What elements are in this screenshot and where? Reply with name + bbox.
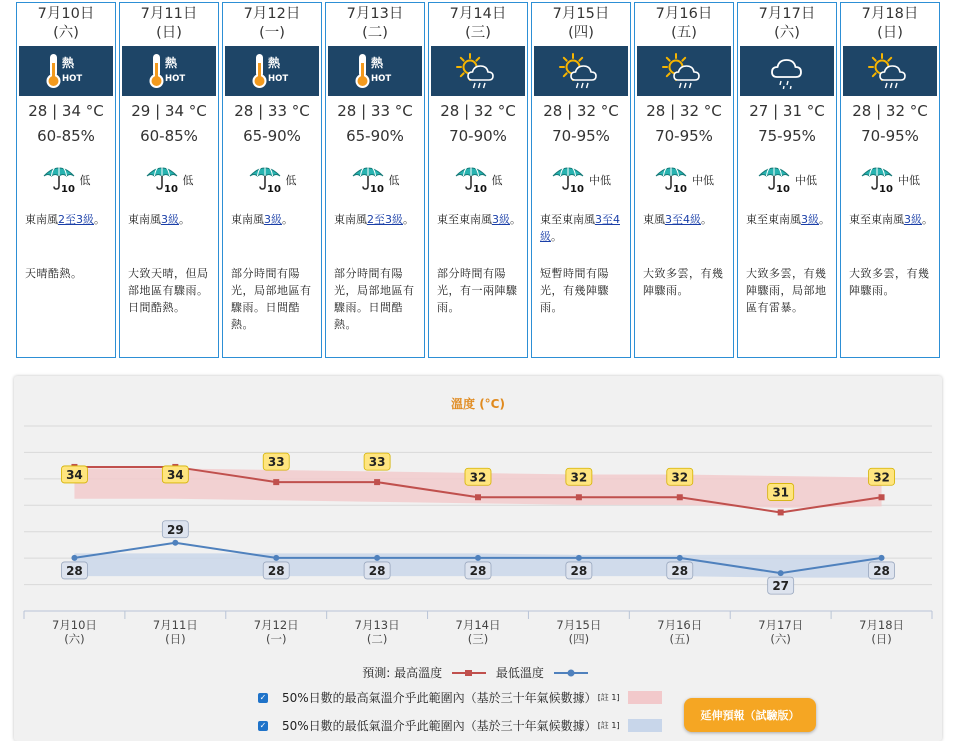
wind-force-link[interactable]: 3級 xyxy=(904,213,922,226)
legend-min-label: 最低溫度 xyxy=(495,666,544,680)
max-temp-label: 34 xyxy=(166,467,184,482)
rain-probability-label: 中低 xyxy=(589,174,611,187)
wind-text: 。 xyxy=(282,213,293,226)
forecast-description: 大致多雲，有幾陣驟雨，局部地區有雷暴。 xyxy=(746,267,827,314)
min-temp-label: 28 xyxy=(570,563,588,578)
forecast-date xyxy=(841,5,939,43)
band-max-text: 50%日數的最高氣溫介乎此範圍內（基於三十年氣候數據） xyxy=(282,691,597,705)
forecast-date xyxy=(223,5,321,43)
max-temp-label: 33 xyxy=(368,455,386,470)
wind-text: 。 xyxy=(701,213,712,226)
forecast-card xyxy=(737,2,837,358)
band-min-checkbox[interactable]: ✓ xyxy=(259,721,267,730)
max-temp-point xyxy=(677,494,683,500)
forecast-weekday: (日) xyxy=(877,25,903,41)
svg-text:10: 10 xyxy=(369,184,384,193)
svg-text:HOT: HOT xyxy=(62,74,83,84)
weather-icon-box xyxy=(740,46,834,96)
legend-min-line xyxy=(554,668,588,678)
weather-icon-box xyxy=(637,46,731,96)
svg-text:10: 10 xyxy=(163,184,178,193)
x-tick-label: 7月17日 xyxy=(758,618,804,632)
forecast-date-text: 7月11日 xyxy=(140,6,198,22)
max-temp-point xyxy=(879,494,885,500)
forecast-date-text: 7月18日 xyxy=(861,6,919,22)
rain-probability xyxy=(738,163,836,197)
forecast-date-text: 7月16日 xyxy=(655,6,713,22)
rain-probability xyxy=(841,163,939,197)
forecast-humidity: 60-85% xyxy=(140,127,198,145)
umbrella-icon xyxy=(145,163,179,197)
max-temp-point xyxy=(576,494,582,500)
wind-text: 東風 xyxy=(643,213,665,226)
svg-text:10: 10 xyxy=(776,184,790,193)
wind-text: 東至東南風 xyxy=(540,213,595,226)
forecast-date xyxy=(120,5,218,43)
extended-forecast-button[interactable]: 延伸預報（試驗版） xyxy=(684,698,816,732)
x-tick-weekday: (日) xyxy=(165,632,186,646)
forecast-description: 短暫時間有陽光，有幾陣驟雨。 xyxy=(540,267,609,314)
min-temp-point xyxy=(374,555,380,561)
cloud-shower-icon xyxy=(764,51,810,91)
wind-force-link[interactable]: 3至4級 xyxy=(540,213,620,243)
forecast-temp: 29 | 34 °C xyxy=(131,102,207,120)
x-tick-label: 7月12日 xyxy=(253,618,299,632)
umbrella-icon xyxy=(757,163,791,197)
forecast-weekday: (四) xyxy=(568,25,594,41)
forecast-card xyxy=(428,2,528,358)
band-max-checkbox[interactable]: ✓ xyxy=(259,693,267,702)
forecast-humidity: 70-95% xyxy=(552,127,610,145)
max-temp-point xyxy=(475,494,481,500)
weather-icon-box xyxy=(19,46,113,96)
forecast-description: 大致多雲，有幾陣驟雨。 xyxy=(643,267,724,297)
forecast-humidity: 60-85% xyxy=(37,127,95,145)
x-tick-weekday: (三) xyxy=(467,632,489,646)
wind-force-link[interactable]: 3級 xyxy=(492,213,510,226)
wind-text: 東南風 xyxy=(334,213,367,226)
x-tick-label: 7月14日 xyxy=(455,618,501,632)
min-temp-label: 27 xyxy=(772,579,790,594)
x-tick-weekday: (六) xyxy=(770,632,791,646)
forecast-wind xyxy=(746,211,832,228)
svg-text:HOT: HOT xyxy=(165,74,186,84)
umbrella-icon xyxy=(454,163,488,197)
svg-text:10: 10 xyxy=(570,184,584,193)
forecast-humidity: 70-95% xyxy=(861,127,919,145)
forecast-card xyxy=(325,2,425,358)
forecast-wind xyxy=(128,211,214,228)
forecast-weekday: (日) xyxy=(156,25,182,41)
forecast-wind xyxy=(540,211,626,245)
forecast-temp: 28 | 32 °C xyxy=(646,102,722,120)
forecast-date xyxy=(738,5,836,43)
rain-probability-label: 低 xyxy=(388,174,400,187)
svg-text:熱: 熱 xyxy=(371,56,384,70)
max-temp-point xyxy=(273,479,279,485)
rain-probability xyxy=(223,163,321,197)
forecast-card xyxy=(840,2,940,358)
forecast-date xyxy=(17,5,115,43)
svg-text:10: 10 xyxy=(879,184,893,193)
x-tick-weekday: (六) xyxy=(64,632,85,646)
svg-text:10: 10 xyxy=(673,184,687,193)
wind-force-link[interactable]: 3至4級 xyxy=(665,213,701,226)
weather-icon-box xyxy=(843,46,937,96)
hot-icon xyxy=(144,50,194,92)
svg-text:10: 10 xyxy=(472,184,487,193)
wind-force-link[interactable]: 3級 xyxy=(161,213,179,226)
x-tick-weekday: (二) xyxy=(366,632,388,646)
wind-force-link[interactable]: 2至3級 xyxy=(58,213,94,226)
forecast-temp: 28 | 32 °C xyxy=(852,102,928,120)
sun-shower-icon xyxy=(867,51,913,91)
forecast-date xyxy=(532,5,630,43)
chart-legend xyxy=(14,664,942,681)
forecast-weekday: (六) xyxy=(774,25,800,41)
umbrella-icon xyxy=(351,163,385,197)
hot-icon xyxy=(350,50,400,92)
min-temp-point xyxy=(576,555,582,561)
forecast-description: 部分時間有陽光，有一兩陣驟雨。 xyxy=(437,267,518,314)
wind-text: 東南風 xyxy=(231,213,264,226)
min-temp-point xyxy=(778,570,784,576)
forecast-date-text: 7月15日 xyxy=(552,6,610,22)
max-temp-point xyxy=(374,479,380,485)
forecast-date-text: 7月17日 xyxy=(758,6,816,22)
wind-text: 東南風 xyxy=(128,213,161,226)
forecast-wind xyxy=(849,211,935,228)
forecast-date-text: 7月12日 xyxy=(243,6,301,22)
forecast-wind xyxy=(25,211,111,228)
min-temp-point xyxy=(71,555,77,561)
umbrella-icon xyxy=(551,163,585,197)
max-temp-label: 33 xyxy=(267,455,285,470)
forecast-humidity: 70-95% xyxy=(655,127,713,145)
max-temp-label: 34 xyxy=(66,467,83,482)
wind-text: 東至東南風 xyxy=(849,213,904,226)
wind-text: 。 xyxy=(94,213,105,226)
min-temp-point xyxy=(677,555,683,561)
svg-text:熱: 熱 xyxy=(268,56,281,70)
rain-probability-label: 低 xyxy=(79,174,91,187)
rain-probability xyxy=(635,163,733,197)
min-temp-point xyxy=(172,540,178,546)
forecast-temp: 28 | 33 °C xyxy=(337,102,413,120)
max-temp-label: 32 xyxy=(671,470,689,485)
svg-text:10: 10 xyxy=(266,184,281,193)
sun-shower-icon xyxy=(455,51,501,91)
band-legend-min[interactable] xyxy=(258,717,662,734)
x-tick-weekday: (五) xyxy=(669,632,691,646)
min-temp-point xyxy=(475,555,481,561)
rain-probability xyxy=(17,163,115,197)
min-temp-point xyxy=(879,555,885,561)
min-temp-label: 29 xyxy=(166,522,184,537)
forecast-humidity: 70-90% xyxy=(449,127,507,145)
min-temp-label: 28 xyxy=(66,563,83,578)
sun-shower-icon xyxy=(558,51,604,91)
forecast-date xyxy=(635,5,733,43)
weather-icon-box xyxy=(534,46,628,96)
band-max-note[interactable]: [註 1] xyxy=(597,693,620,702)
wind-text: 東南風 xyxy=(25,213,58,226)
band-max-swatch xyxy=(628,691,662,704)
forecast-temp: 28 | 34 °C xyxy=(28,102,104,120)
forecast-temp: 27 | 31 °C xyxy=(749,102,825,120)
band-min-text: 50%日數的最低氣溫介乎此範圍內（基於三十年氣候數據） xyxy=(282,719,597,733)
forecast-wind xyxy=(334,211,420,228)
x-tick-label: 7月15日 xyxy=(556,618,602,632)
forecast-description: 部分時間有陽光，局部地區有驟雨。日間酷熱。 xyxy=(334,267,415,331)
band-min-swatch xyxy=(628,719,662,732)
forecast-weekday: (三) xyxy=(465,25,491,41)
wind-text: 。 xyxy=(922,213,933,226)
forecast-weekday: (一) xyxy=(259,25,285,41)
forecast-description: 天晴酷熱。 xyxy=(25,267,83,280)
forecast-date xyxy=(429,5,527,43)
wind-text: 。 xyxy=(510,213,521,226)
max-temp-point xyxy=(778,509,784,515)
forecast-description: 大致天晴，但局部地區有驟雨。日間酷熱。 xyxy=(128,267,209,314)
min-temp-label: 28 xyxy=(469,563,487,578)
forecast-humidity: 75-95% xyxy=(758,127,816,145)
rain-probability xyxy=(429,163,527,197)
weather-icon-box xyxy=(122,46,216,96)
umbrella-icon xyxy=(42,163,76,197)
rain-probability-label: 中低 xyxy=(795,174,817,187)
x-tick-label: 7月18日 xyxy=(859,618,905,632)
min-temp-label: 28 xyxy=(873,563,890,578)
x-tick-label: 7月16日 xyxy=(657,618,703,632)
x-tick-weekday: (一) xyxy=(265,632,287,646)
x-tick-label: 7月13日 xyxy=(354,618,400,632)
svg-text:熱: 熱 xyxy=(165,56,178,70)
svg-text:熱: 熱 xyxy=(62,56,75,70)
rain-probability-label: 低 xyxy=(182,174,194,187)
forecast-card xyxy=(119,2,219,358)
wind-text: 。 xyxy=(819,213,830,226)
forecast-date-text: 7月10日 xyxy=(37,6,95,22)
wind-text: 東至東南風 xyxy=(437,213,492,226)
legend-prefix: 預測: xyxy=(362,666,391,680)
forecast-card xyxy=(634,2,734,358)
weather-icon-box xyxy=(328,46,422,96)
forecast-cards xyxy=(16,2,940,358)
max-temp-label: 32 xyxy=(873,470,890,485)
rain-probability-label: 中低 xyxy=(692,174,714,187)
wind-force-link[interactable]: 3級 xyxy=(801,213,819,226)
legend-max-label: 最高溫度 xyxy=(394,666,443,680)
x-tick-weekday: (日) xyxy=(871,632,892,646)
forecast-card xyxy=(222,2,322,358)
umbrella-icon xyxy=(860,163,894,197)
forecast-temp: 28 | 32 °C xyxy=(440,102,516,120)
forecast-temp: 28 | 32 °C xyxy=(543,102,619,120)
forecast-wind xyxy=(231,211,317,228)
max-temp-label: 32 xyxy=(469,470,487,485)
band-min-note[interactable]: [註 1] xyxy=(597,721,620,730)
umbrella-icon xyxy=(248,163,282,197)
wind-force-link[interactable]: 3級 xyxy=(264,213,282,226)
forecast-card xyxy=(531,2,631,358)
rain-probability xyxy=(326,163,424,197)
wind-text: 東至東南風 xyxy=(746,213,801,226)
forecast-date xyxy=(326,5,424,43)
x-tick-label: 7月11日 xyxy=(152,618,198,632)
forecast-humidity: 65-90% xyxy=(243,127,301,145)
weather-icon-box xyxy=(431,46,525,96)
rain-probability-label: 中低 xyxy=(898,174,920,187)
legend-max-line xyxy=(452,668,486,678)
max-temp-label: 32 xyxy=(570,470,588,485)
forecast-wind xyxy=(437,211,523,228)
x-tick-label: 7月10日 xyxy=(51,618,97,632)
hot-icon xyxy=(41,50,91,92)
forecast-date-text: 7月14日 xyxy=(449,6,507,22)
hot-icon xyxy=(247,50,297,92)
rain-probability-label: 低 xyxy=(285,174,297,187)
forecast-description: 大致多雲，有幾陣驟雨。 xyxy=(849,267,930,297)
min-temp-label: 28 xyxy=(267,563,285,578)
min-temp-point xyxy=(273,555,279,561)
x-tick-weekday: (四) xyxy=(568,632,590,646)
svg-text:HOT: HOT xyxy=(371,74,392,84)
forecast-date-text: 7月13日 xyxy=(346,6,404,22)
wind-text: 。 xyxy=(403,213,414,226)
max-temp-label: 31 xyxy=(772,485,790,500)
forecast-card xyxy=(16,2,116,358)
rain-probability xyxy=(120,163,218,197)
rain-probability-label: 低 xyxy=(491,174,503,187)
wind-force-link[interactable]: 2至3級 xyxy=(367,213,403,226)
forecast-weekday: (二) xyxy=(362,25,388,41)
forecast-humidity: 65-90% xyxy=(346,127,404,145)
rain-probability xyxy=(532,163,630,197)
temperature-chart xyxy=(14,376,942,666)
chart-title: 溫度 (°C) xyxy=(451,397,505,411)
min-temp-label: 28 xyxy=(671,563,689,578)
sun-shower-icon xyxy=(661,51,707,91)
band-legend-max[interactable] xyxy=(258,689,662,706)
svg-text:HOT: HOT xyxy=(268,74,289,84)
wind-text: 。 xyxy=(179,213,190,226)
forecast-temp: 28 | 33 °C xyxy=(234,102,310,120)
weather-icon-box xyxy=(225,46,319,96)
forecast-wind xyxy=(643,211,729,228)
svg-text:10: 10 xyxy=(60,184,75,193)
umbrella-icon xyxy=(654,163,688,197)
min-temp-label: 28 xyxy=(368,563,386,578)
forecast-weekday: (五) xyxy=(671,25,697,41)
forecast-description: 部分時間有陽光，局部地區有驟雨。日間酷熱。 xyxy=(231,267,312,331)
forecast-weekday: (六) xyxy=(53,25,79,41)
wind-text: 。 xyxy=(551,230,562,243)
temperature-chart-panel xyxy=(14,376,942,741)
